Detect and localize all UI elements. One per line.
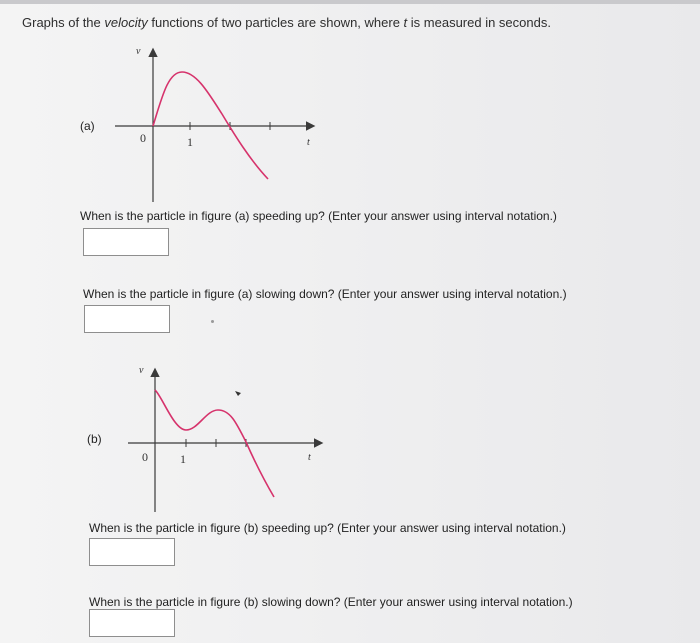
heading-italic-velocity: velocity — [104, 15, 148, 30]
question-b-slowing: When is the particle in figure (b) slowing down? (Enter your answer using interval notation.) — [89, 595, 573, 609]
answer-b-slowing-input[interactable] — [89, 609, 175, 637]
figure-a-origin-label: 0 — [140, 131, 146, 145]
figure-b-x-label: t — [308, 452, 311, 463]
figure-b-graph — [118, 360, 338, 520]
answer-a-speeding-input[interactable] — [83, 228, 169, 256]
figure-b-origin-label: 0 — [142, 450, 148, 464]
figure-b-tick-label: 1 — [180, 452, 186, 466]
figure-b-label: (b) — [87, 432, 102, 446]
figure-b-y-label: v — [139, 365, 144, 376]
figure-a-y-label: v — [136, 46, 141, 57]
heading-text-1: Graphs of the — [22, 15, 105, 30]
figure-a-label: (a) — [80, 119, 95, 133]
answer-a-slowing-input[interactable] — [84, 305, 170, 333]
heading-text-3: is measured in seconds. — [407, 15, 551, 30]
question-a-slowing: When is the particle in figure (a) slowing down? (Enter your answer using interval notation.) — [83, 287, 567, 301]
top-border — [0, 0, 700, 4]
figure-a-x-label: t — [307, 137, 310, 148]
figure-a-graph — [110, 42, 330, 207]
problem-statement — [22, 15, 551, 30]
question-b-speeding: When is the particle in figure (b) speeding up? (Enter your answer using interval notation.) — [89, 521, 566, 535]
cursor-arrow-icon — [235, 391, 241, 396]
heading-italic-t: t — [403, 15, 408, 30]
heading-text-2: functions of two particles are shown, where — [147, 15, 404, 30]
stray-dot — [211, 320, 214, 323]
answer-b-speeding-input[interactable] — [89, 538, 175, 566]
question-a-speeding: When is the particle in figure (a) speeding up? (Enter your answer using interval notation.) — [80, 209, 557, 223]
figure-a-tick-label: 1 — [187, 135, 193, 149]
